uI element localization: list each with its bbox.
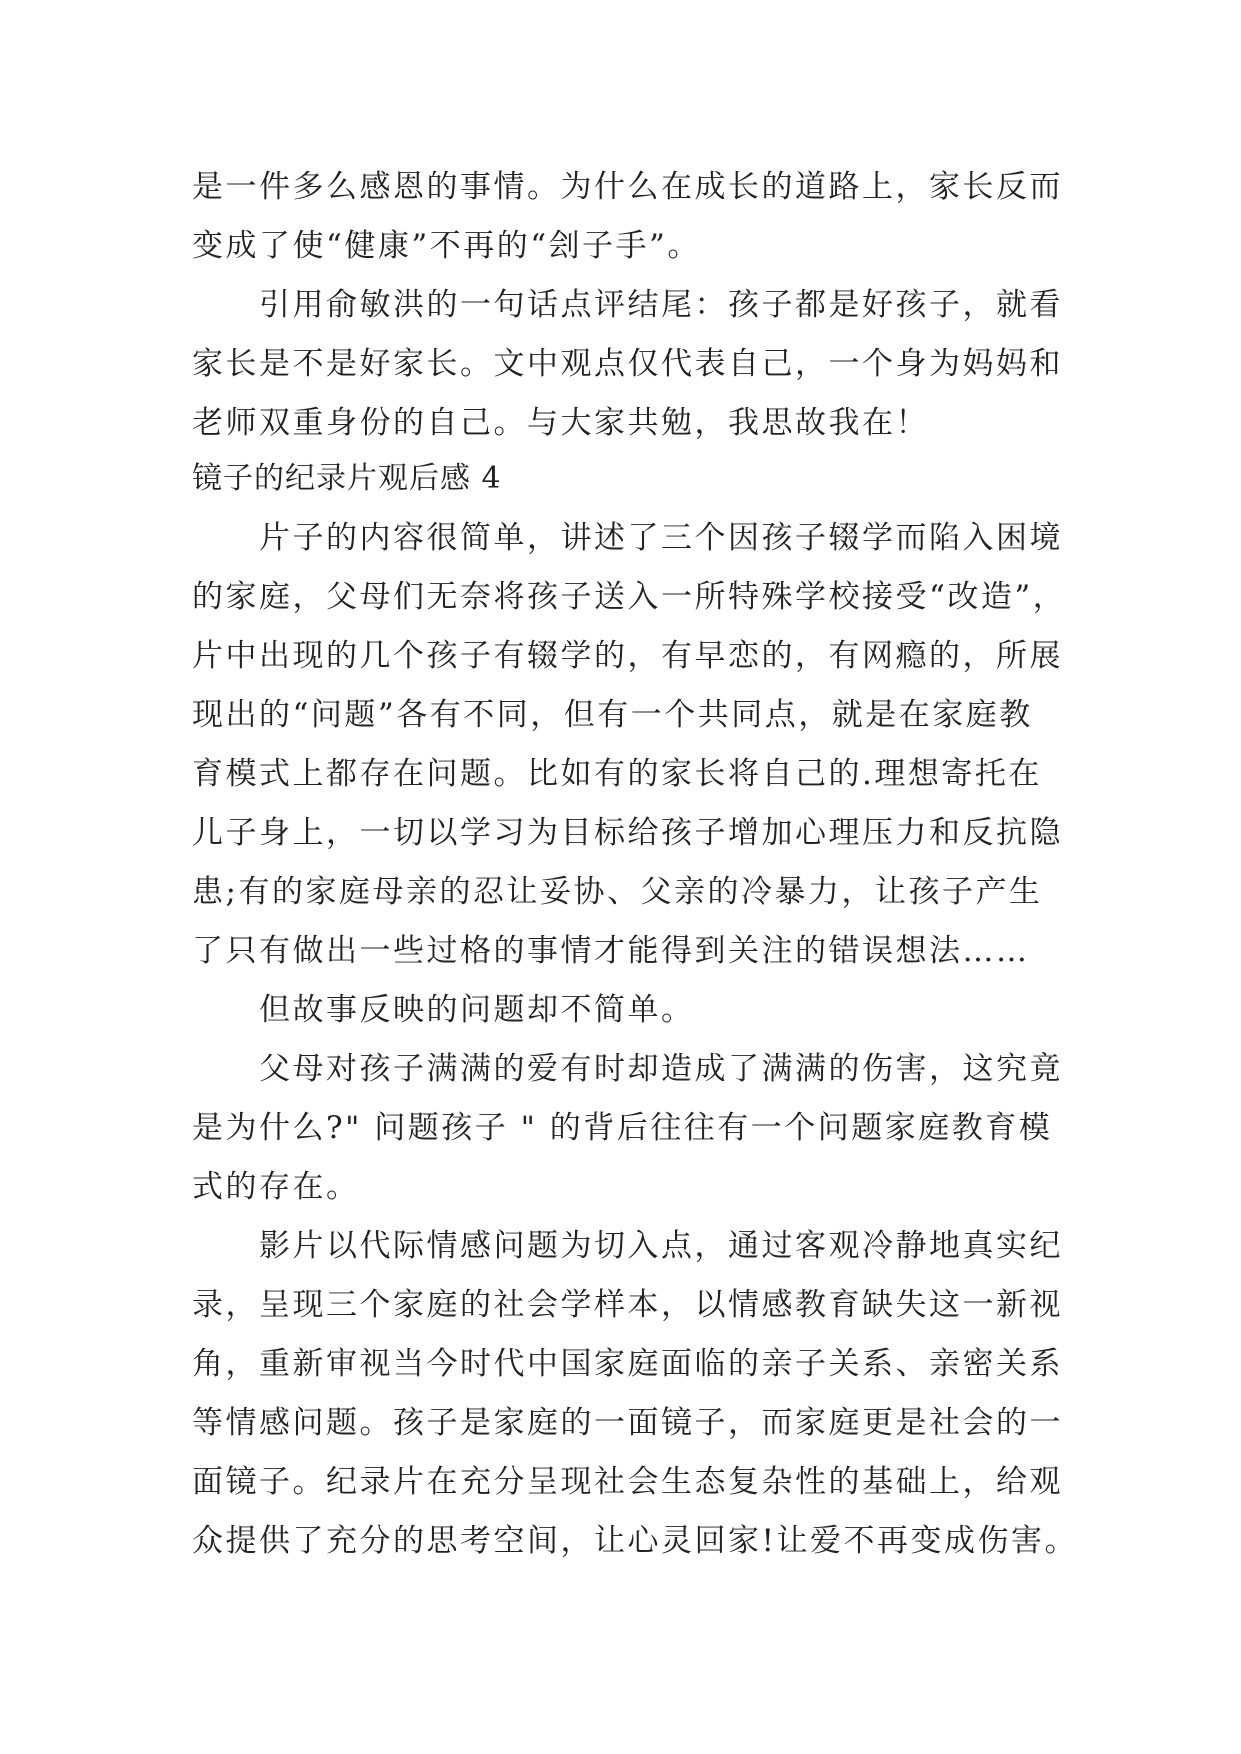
text-line: 片子的内容很简单，讲述了三个因孩子辍学而陷入困境 [192, 520, 1063, 556]
text-line: 是一件多么感恩的事情。为什么在成长的道路上，家长反而 [192, 169, 1063, 205]
text-line: 的家庭，父母们无奈将孩子送入一所特殊学校接受“改造”， [192, 579, 1067, 615]
text-line: 引用俞敏洪的一句话点评结尾：孩子都是好孩子，就看 [192, 287, 1063, 323]
section-heading: 镜子的纪录片观后感 4 [192, 461, 502, 496]
text-line: 患;有的家庭母亲的忍让妥协、父亲的冷暴力，让孩子产生 [192, 874, 1043, 910]
text-line: 了只有做出一些过格的事情才能得到关注的错误想法…… [192, 933, 1030, 969]
text-line: 育模式上都存在问题。比如有的家长将自己的.理想寄托在 [192, 756, 1042, 792]
text-line: 影片以代际情感问题为切入点，通过客观冷静地真实纪 [192, 1228, 1063, 1264]
text-line: 现出的“问题”各有不同，但有一个共同点，就是在家庭教 [192, 697, 1033, 733]
text-line: 儿子身上，一切以学习为目标给孩子增加心理压力和反抗隐 [192, 815, 1063, 851]
text-line: 等情感问题。孩子是家庭的一面镜子，而家庭更是社会的一 [192, 1405, 1063, 1441]
text-line: 式的存在。 [192, 1169, 360, 1205]
text-line: 片中出现的几个孩子有辍学的，有早恋的，有网瘾的，所展 [192, 638, 1063, 674]
text-line: 众提供了充分的思考空间，让心灵回家!让爱不再变成伤害。 [192, 1523, 1078, 1559]
text-line: 但故事反映的问题却不简单。 [192, 992, 695, 1028]
text-line: 录，呈现三个家庭的社会学样本，以情感教育缺失这一新视 [192, 1287, 1063, 1323]
text-line: 老师双重身份的自己。与大家共勉，我思故我在！ [192, 405, 929, 441]
document-body [192, 158, 1078, 1571]
text-line: 变成了使“健康”不再的“刽子手”。 [192, 228, 701, 264]
text-line: 面镜子。纪录片在充分呈现社会生态复杂性的基础上，给观 [192, 1464, 1063, 1500]
text-line: 家长是不是好家长。文中观点仅代表自己，一个身为妈妈和 [192, 346, 1063, 382]
text-line: 角，重新审视当今时代中国家庭面临的亲子关系、亲密关系 [192, 1346, 1063, 1382]
text-line: 是为什么?" 问题孩子 " 的背后往往有一个问题家庭教育模 [192, 1110, 1053, 1146]
text-line: 父母对孩子满满的爱有时却造成了满满的伤害，这究竟 [192, 1051, 1063, 1087]
